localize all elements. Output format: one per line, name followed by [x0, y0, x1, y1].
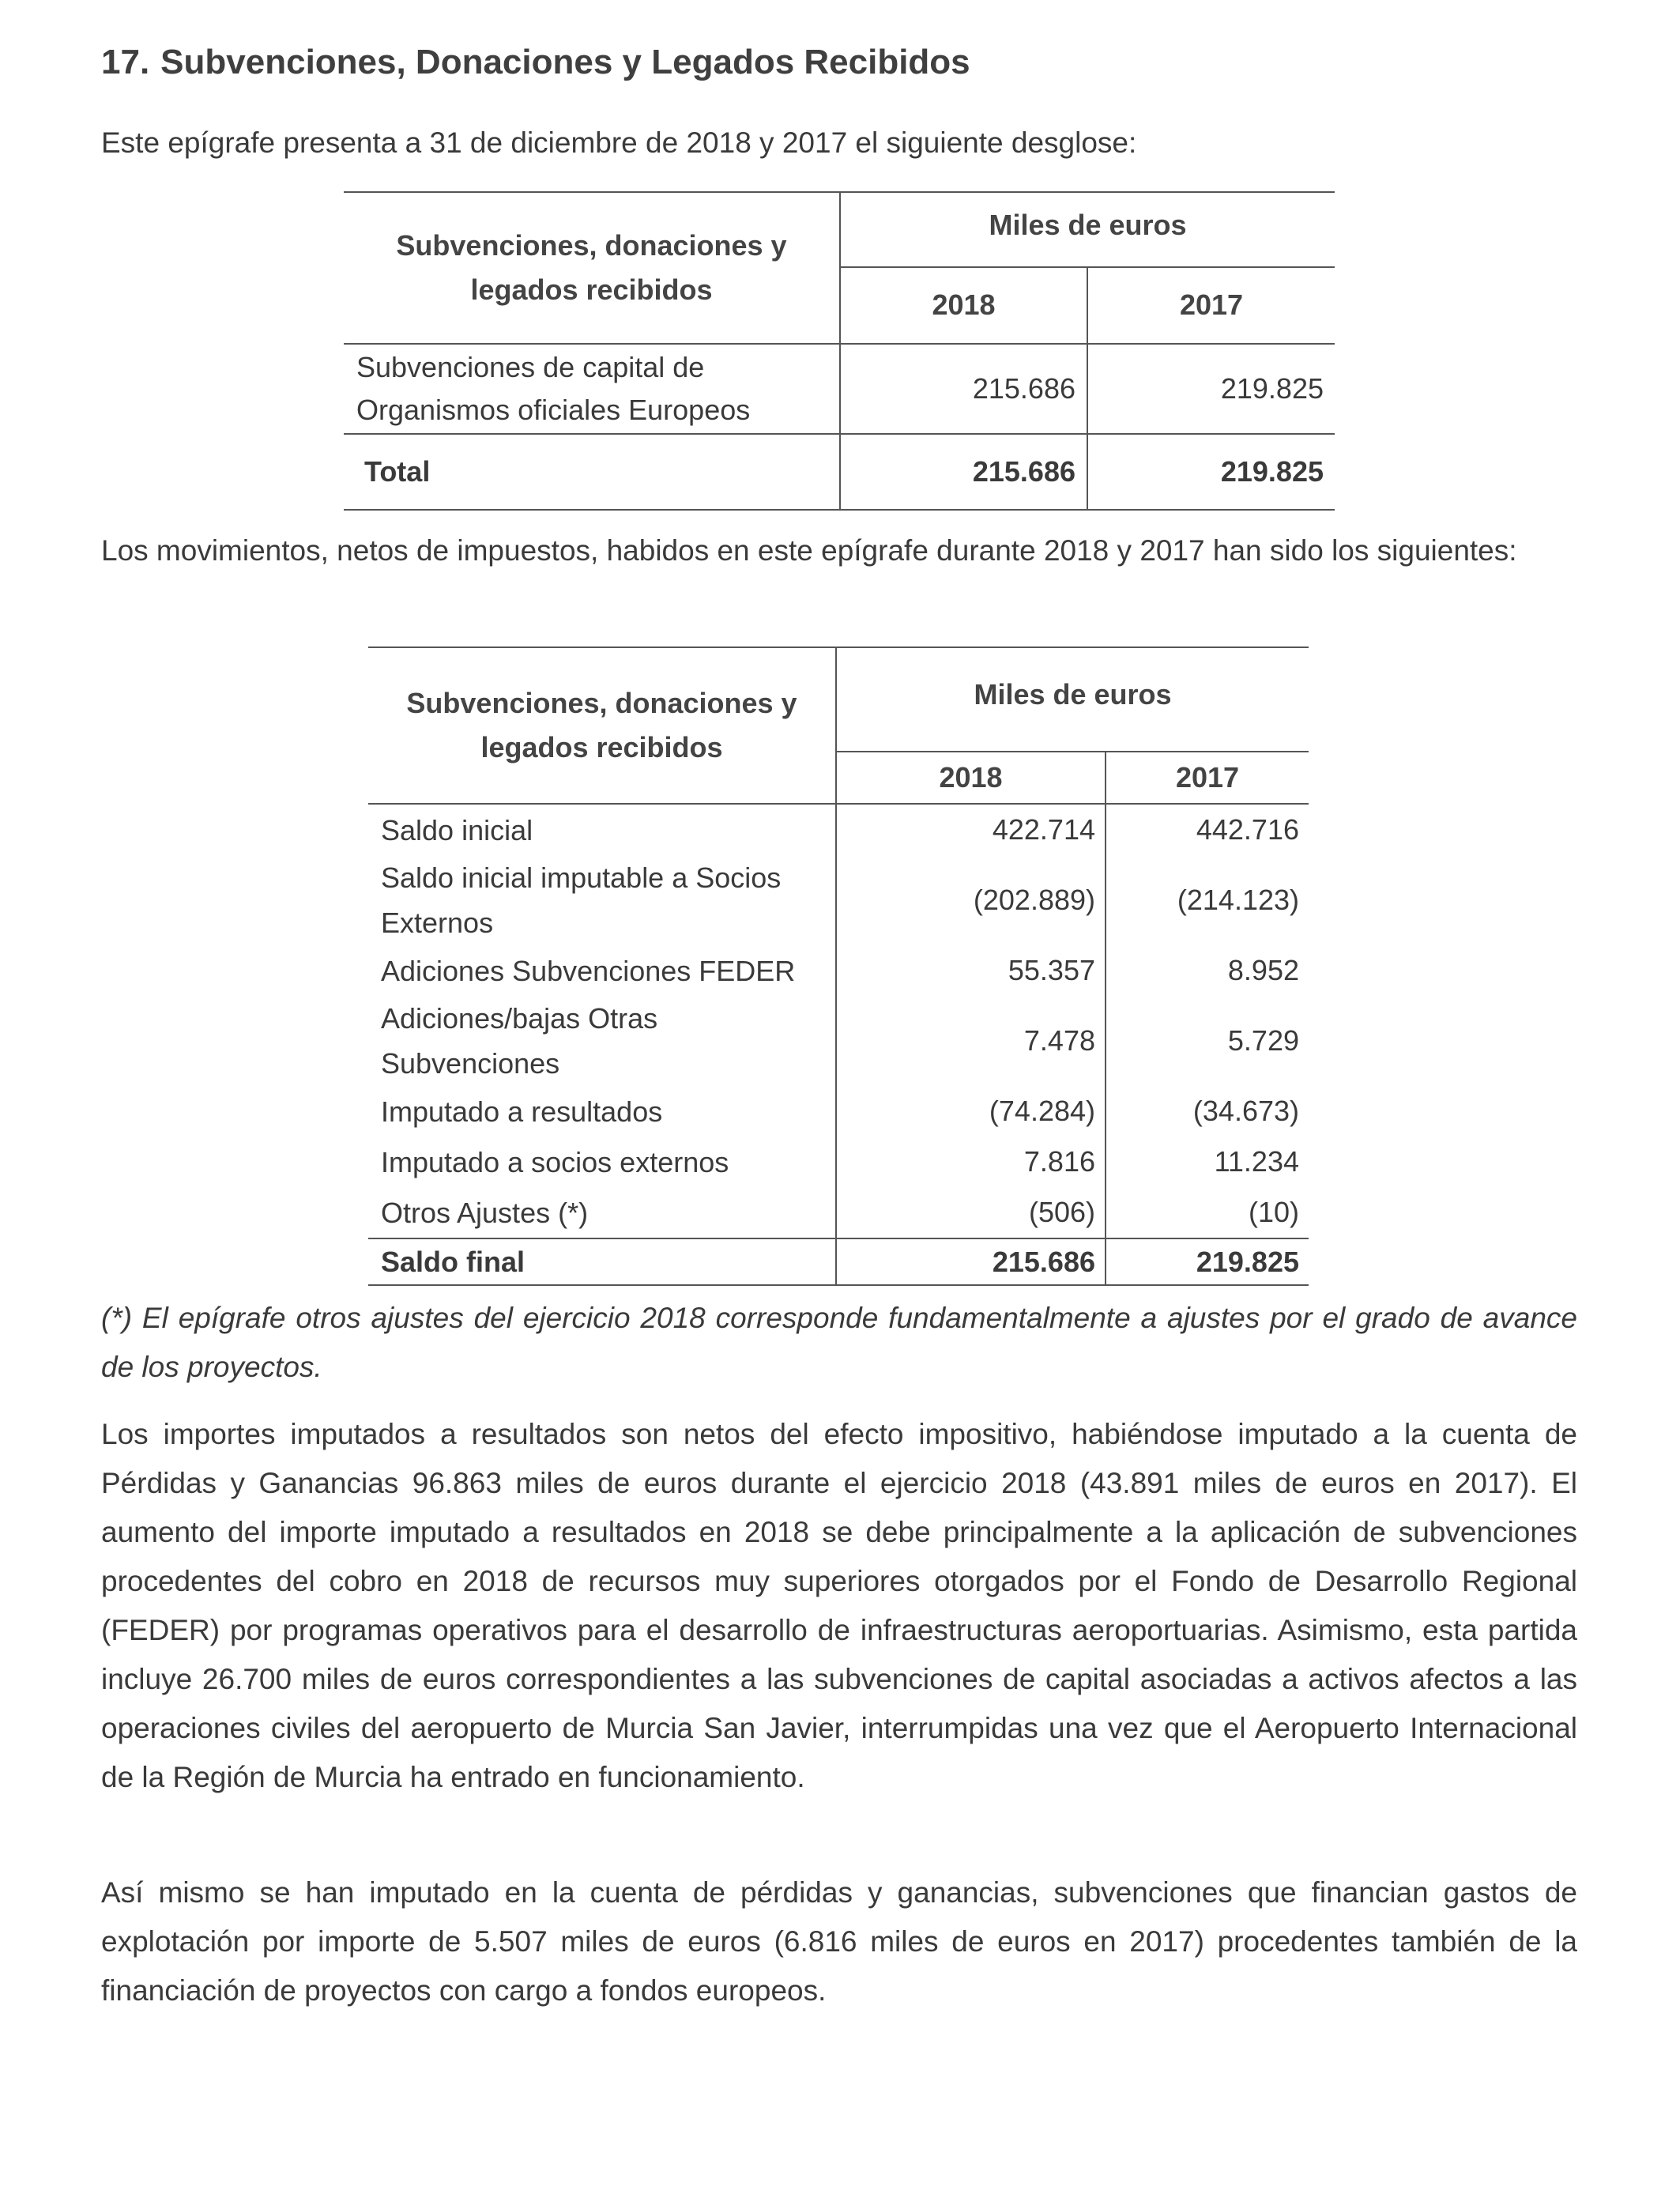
value-2018: 422.714 [836, 804, 1106, 855]
value-2017: (34.673) [1192, 1095, 1299, 1127]
value-2017: (214.123) [1177, 884, 1299, 916]
group-header: Miles de euros [836, 647, 1309, 752]
group-header: Miles de euros [840, 192, 1335, 267]
value-2018: (74.284) [836, 1086, 1106, 1137]
paragraph-operating-grants: Así mismo se han imputado en la cuenta de pérdidas y ganancias, subvenciones que financian gastos de explotación por importe de 5.507 miles de euros (6.816 miles de euros en 2017) procedentes también de la financiación de proyectos con cargo a fondos europeos. [101, 1876, 1577, 2007]
value-2018: 7.816 [836, 1137, 1106, 1187]
value-2018: 215.686 [840, 344, 1087, 434]
value-2017: (10) [1248, 1196, 1299, 1228]
intro-paragraph: Este epígrafe presenta a 31 de diciembre de 2018 y 2017 el siguiente desglose: [101, 126, 1137, 159]
grants-movements-table [368, 647, 1309, 1286]
row-label: Subvenciones de capital de Organismos oficiales Europeos [344, 344, 840, 434]
footnote: (*) El epígrafe otros ajustes del ejercicio 2018 corresponde fundamentalmente a ajustes por el grado de avance de los proyectos. [101, 1302, 1577, 1383]
row-label: Imputado a resultados [368, 1086, 836, 1137]
row-label: Saldo inicial imputable a Socios Externos [368, 855, 836, 945]
value-2018: (506) [836, 1187, 1106, 1238]
total-2018: 215.686 [840, 434, 1087, 510]
total-row [368, 1238, 1309, 1285]
label-column-header: Subvenciones, donaciones y legados recibidos [344, 192, 840, 344]
value-2018: 55.357 [836, 945, 1106, 996]
table-row [368, 1086, 1309, 1137]
section-title: Subvenciones, Donaciones y Legados Recibidos [160, 43, 970, 81]
value-2017: 442.716 [1196, 813, 1299, 846]
table-row [368, 945, 1309, 996]
value-2017: 219.825 [1087, 344, 1335, 434]
table-row [368, 804, 1309, 855]
total-2017: 219.825 [1087, 434, 1335, 510]
total-label: Saldo final [368, 1238, 836, 1285]
value-2018: 7.478 [836, 996, 1106, 1086]
year-header-2017: 2017 [1106, 752, 1309, 804]
row-label: Adiciones Subvenciones FEDER [368, 945, 836, 996]
paragraph-imputed-results: Los importes imputados a resultados son netos del efecto impositivo, habiéndose imputado a la cuenta de Pérdidas y Ganancias 96.863 miles de euros durante el ejercicio 2018 (43.891 miles de euros en 2017). El aumento del importe imputado a resultados en 2018 se debe principalmente a la aplicación de subvenciones procedentes del cobro en 2018 de recursos muy superiores otorgados por el Fondo de Desarrollo Regional (FEDER) por programas operativos para el desarrollo de infraestructuras aeroportuarias. Asimismo, esta partida incluye 26.700 miles de euros correspondientes a las subvenciones de capital asociadas a activos afectos a las operaciones civiles del aeropuerto de Murcia San Javier, interrumpidas una vez que el Aeropuerto Internacional de la Región de Murcia ha entrado en funcionamiento. [101, 1418, 1577, 1793]
year-header-2018: 2018 [840, 267, 1087, 344]
table-row [368, 1187, 1309, 1238]
total-row [344, 434, 1335, 510]
row-label: Otros Ajustes (*) [368, 1187, 836, 1238]
table-row [344, 344, 1335, 434]
section-heading [101, 43, 970, 82]
label-column-header: Subvenciones, donaciones y legados recibidos [368, 647, 836, 804]
year-header-2017: 2017 [1087, 267, 1335, 344]
value-2017: 11.234 [1214, 1145, 1299, 1178]
total-label: Total [344, 434, 840, 510]
row-label: Imputado a socios externos [368, 1137, 836, 1187]
table-row [368, 1137, 1309, 1187]
value-2017: 5.729 [1227, 1024, 1299, 1057]
year-header-2018: 2018 [836, 752, 1106, 804]
grants-breakdown-table [344, 191, 1335, 511]
movements-intro: Los movimientos, netos de impuestos, habidos en este epígrafe durante 2018 y 2017 han sido los siguientes: [101, 534, 1517, 567]
value-2017: 8.952 [1227, 954, 1299, 986]
total-2017: 219.825 [1106, 1238, 1309, 1285]
table-row [368, 996, 1309, 1086]
section-number: 17. [101, 43, 150, 81]
value-2018: (202.889) [836, 855, 1106, 945]
total-2018: 215.686 [836, 1238, 1106, 1285]
row-label: Adiciones/bajas Otras Subvenciones [368, 996, 836, 1086]
row-label: Saldo inicial [368, 804, 836, 855]
table-row [368, 855, 1309, 945]
